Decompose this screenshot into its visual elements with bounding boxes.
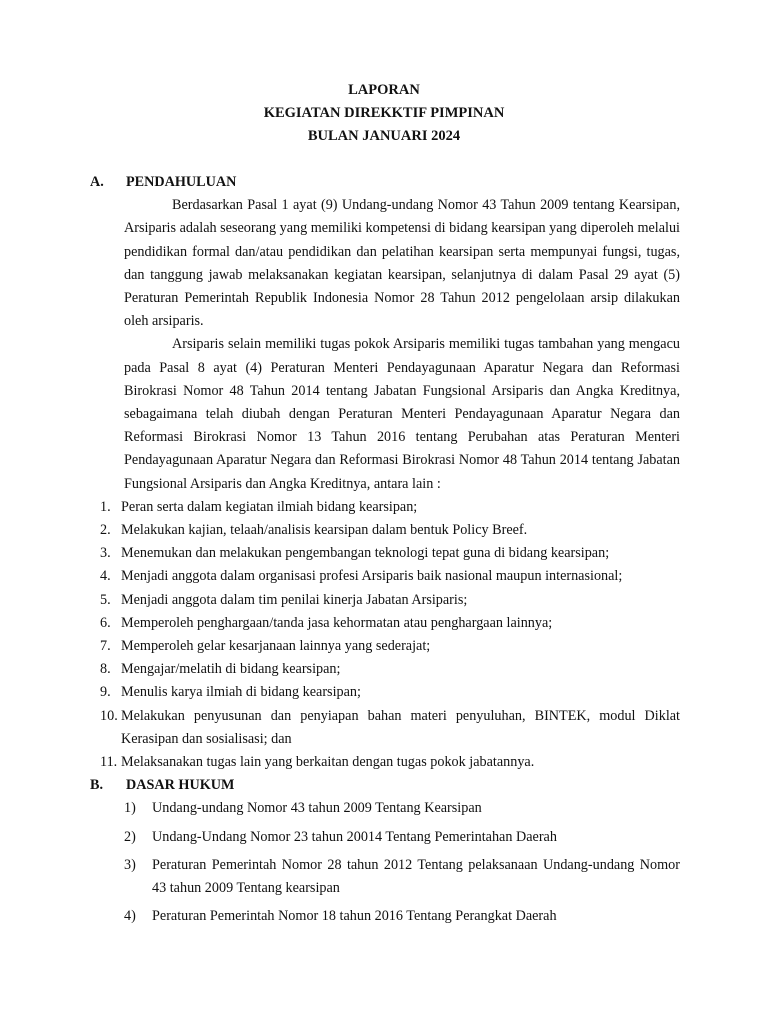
section-a-letter: A. [90, 174, 104, 190]
list-item-text: Melaksanakan tugas lain yang berkaitan dengan tugas pokok jabatannya. [121, 754, 535, 771]
list-item-number: 4. [100, 568, 111, 585]
list-item-number: 1) [124, 800, 136, 817]
list-item-text: Menemukan dan melakukan pengembangan teknologi tepat guna di bidang kearsipan; [121, 545, 610, 562]
report-title [0, 79, 768, 148]
list-item-number: 3) [124, 856, 136, 873]
list-item [100, 658, 680, 681]
list-item-text: Undang-undang Nomor 43 tahun 2009 Tentang Kearsipan [152, 800, 482, 817]
list-item-text: Memperoleh gelar kesarjanaan lainnya yang sederajat; [121, 638, 431, 655]
title-line-1: LAPORAN [348, 82, 420, 98]
list-item-text: Peraturan Pemerintah Nomor 18 tahun 2016 Tentang Perangkat Daerah [152, 908, 557, 925]
list-item-number: 11. [100, 754, 118, 771]
list-item-number: 3. [100, 545, 111, 562]
list-item [100, 496, 680, 519]
list-item-text: Menjadi anggota dalam organisasi profesi Arsiparis baik nasional maupun internasional; [121, 568, 623, 585]
section-a-paragraph-2: Arsiparis selain memiliki tugas pokok Arsiparis memiliki tugas tambahan yang mengacu pada Pasal 8 ayat (4) Peraturan Menteri Pendayagunaan Aparatur Negara dan Reformasi Birokrasi Nomor 48 Tahun 2014 tentang Jabatan Fungsional Arsiparis dan Angka Kreditnya, sebagaimana telah diubah dengan Peraturan Menteri Pendayagunaan Aparatur Negara dan Reformasi Birokrasi Nomor 13 Tahun 2016 tentang Perubahan atas Peraturan Menteri Pendayagunaan Aparatur Negara dan Reformasi Birokrasi Nomor 48 Tahun 2014 tentang Jabatan Fungsional Arsiparis dan Angka Kreditnya, antara lain : [124, 336, 680, 492]
list-item-number: 1. [100, 498, 111, 515]
list-item [100, 635, 680, 658]
list-item [124, 826, 680, 849]
list-item-text: Melakukan penyusunan dan penyiapan bahan materi penyuluhan, BINTEK, modul Diklat Kerasipan dan sosialisasi; dan [121, 707, 680, 747]
list-item-number: 7. [100, 638, 111, 655]
list-item-text: Peran serta dalam kegiatan ilmiah bidang kearsipan; [121, 498, 418, 515]
list-item-number: 2. [100, 522, 111, 539]
list-item [124, 905, 680, 928]
list-item [100, 519, 680, 542]
legal-basis-list [124, 797, 680, 928]
list-item [124, 854, 680, 900]
list-item-text: Peraturan Pemerintah Nomor 28 tahun 2012 Tentang pelaksanaan Undang-undang Nomor 43 tahun 2009 Tentang kearsipan [152, 856, 680, 897]
list-item-text: Memperoleh penghargaan/tanda jasa kehormatan atau penghargaan lainnya; [121, 614, 553, 631]
section-a-paragraph-1: Berdasarkan Pasal 1 ayat (9) Undang-undang Nomor 43 Tahun 2009 tentang Kearsipan, Arsiparis adalah seseorang yang memiliki kompetensi di bidang kearsipan yang diperoleh melalui pendidikan formal dan/atau pendidikan dan pelatihan kearsipan serta mempunyai fungsi, tugas, dan tanggung jawab melaksanakan kegiatan kearsipan, selanjutnya di dalam Pasal 29 ayat (5) Peraturan Pemerintah Republik Indonesia Nomor 28 Tahun 2012 pengelolaan arsip dilakukan oleh arsiparis. [124, 197, 680, 330]
duties-list [100, 496, 680, 774]
list-item-number: 6. [100, 614, 111, 631]
list-item-number: 10. [100, 707, 118, 724]
list-item-number: 4) [124, 908, 136, 925]
section-a-heading [90, 171, 680, 194]
list-item [124, 797, 680, 820]
section-b-title: DASAR HUKUM [126, 777, 235, 794]
title-line-2: KEGIATAN DIREKKTIF PIMPINAN [263, 105, 505, 121]
document-body [90, 171, 680, 934]
list-item [100, 565, 680, 588]
section-b-heading [90, 774, 680, 797]
section-b-letter: B. [90, 777, 104, 794]
list-item-number: 9. [100, 684, 111, 701]
list-item [100, 612, 680, 635]
list-item-text: Menulis karya ilmiah di bidang kearsipan; [121, 684, 361, 701]
list-item [100, 705, 680, 751]
list-item-text: Mengajar/melatih di bidang kearsipan; [121, 661, 341, 678]
list-item [100, 681, 680, 704]
list-item-text: Menjadi anggota dalam tim penilai kinerja Jabatan Arsiparis; [121, 591, 468, 608]
list-item-text: Undang-Undang Nomor 23 tahun 20014 Tentang Pemerintahan Daerah [152, 828, 557, 845]
list-item [100, 751, 680, 774]
list-item [100, 589, 680, 612]
list-item [100, 542, 680, 565]
list-item-number: 5. [100, 591, 111, 608]
section-a-title: PENDAHULUAN [126, 174, 237, 190]
list-item-number: 8. [100, 661, 111, 678]
list-item-number: 2) [124, 828, 136, 845]
title-line-3: BULAN JANUARI 2024 [307, 128, 461, 144]
list-item-text: Melakukan kajian, telaah/analisis kearsipan dalam bentuk Policy Breef. [121, 522, 528, 539]
